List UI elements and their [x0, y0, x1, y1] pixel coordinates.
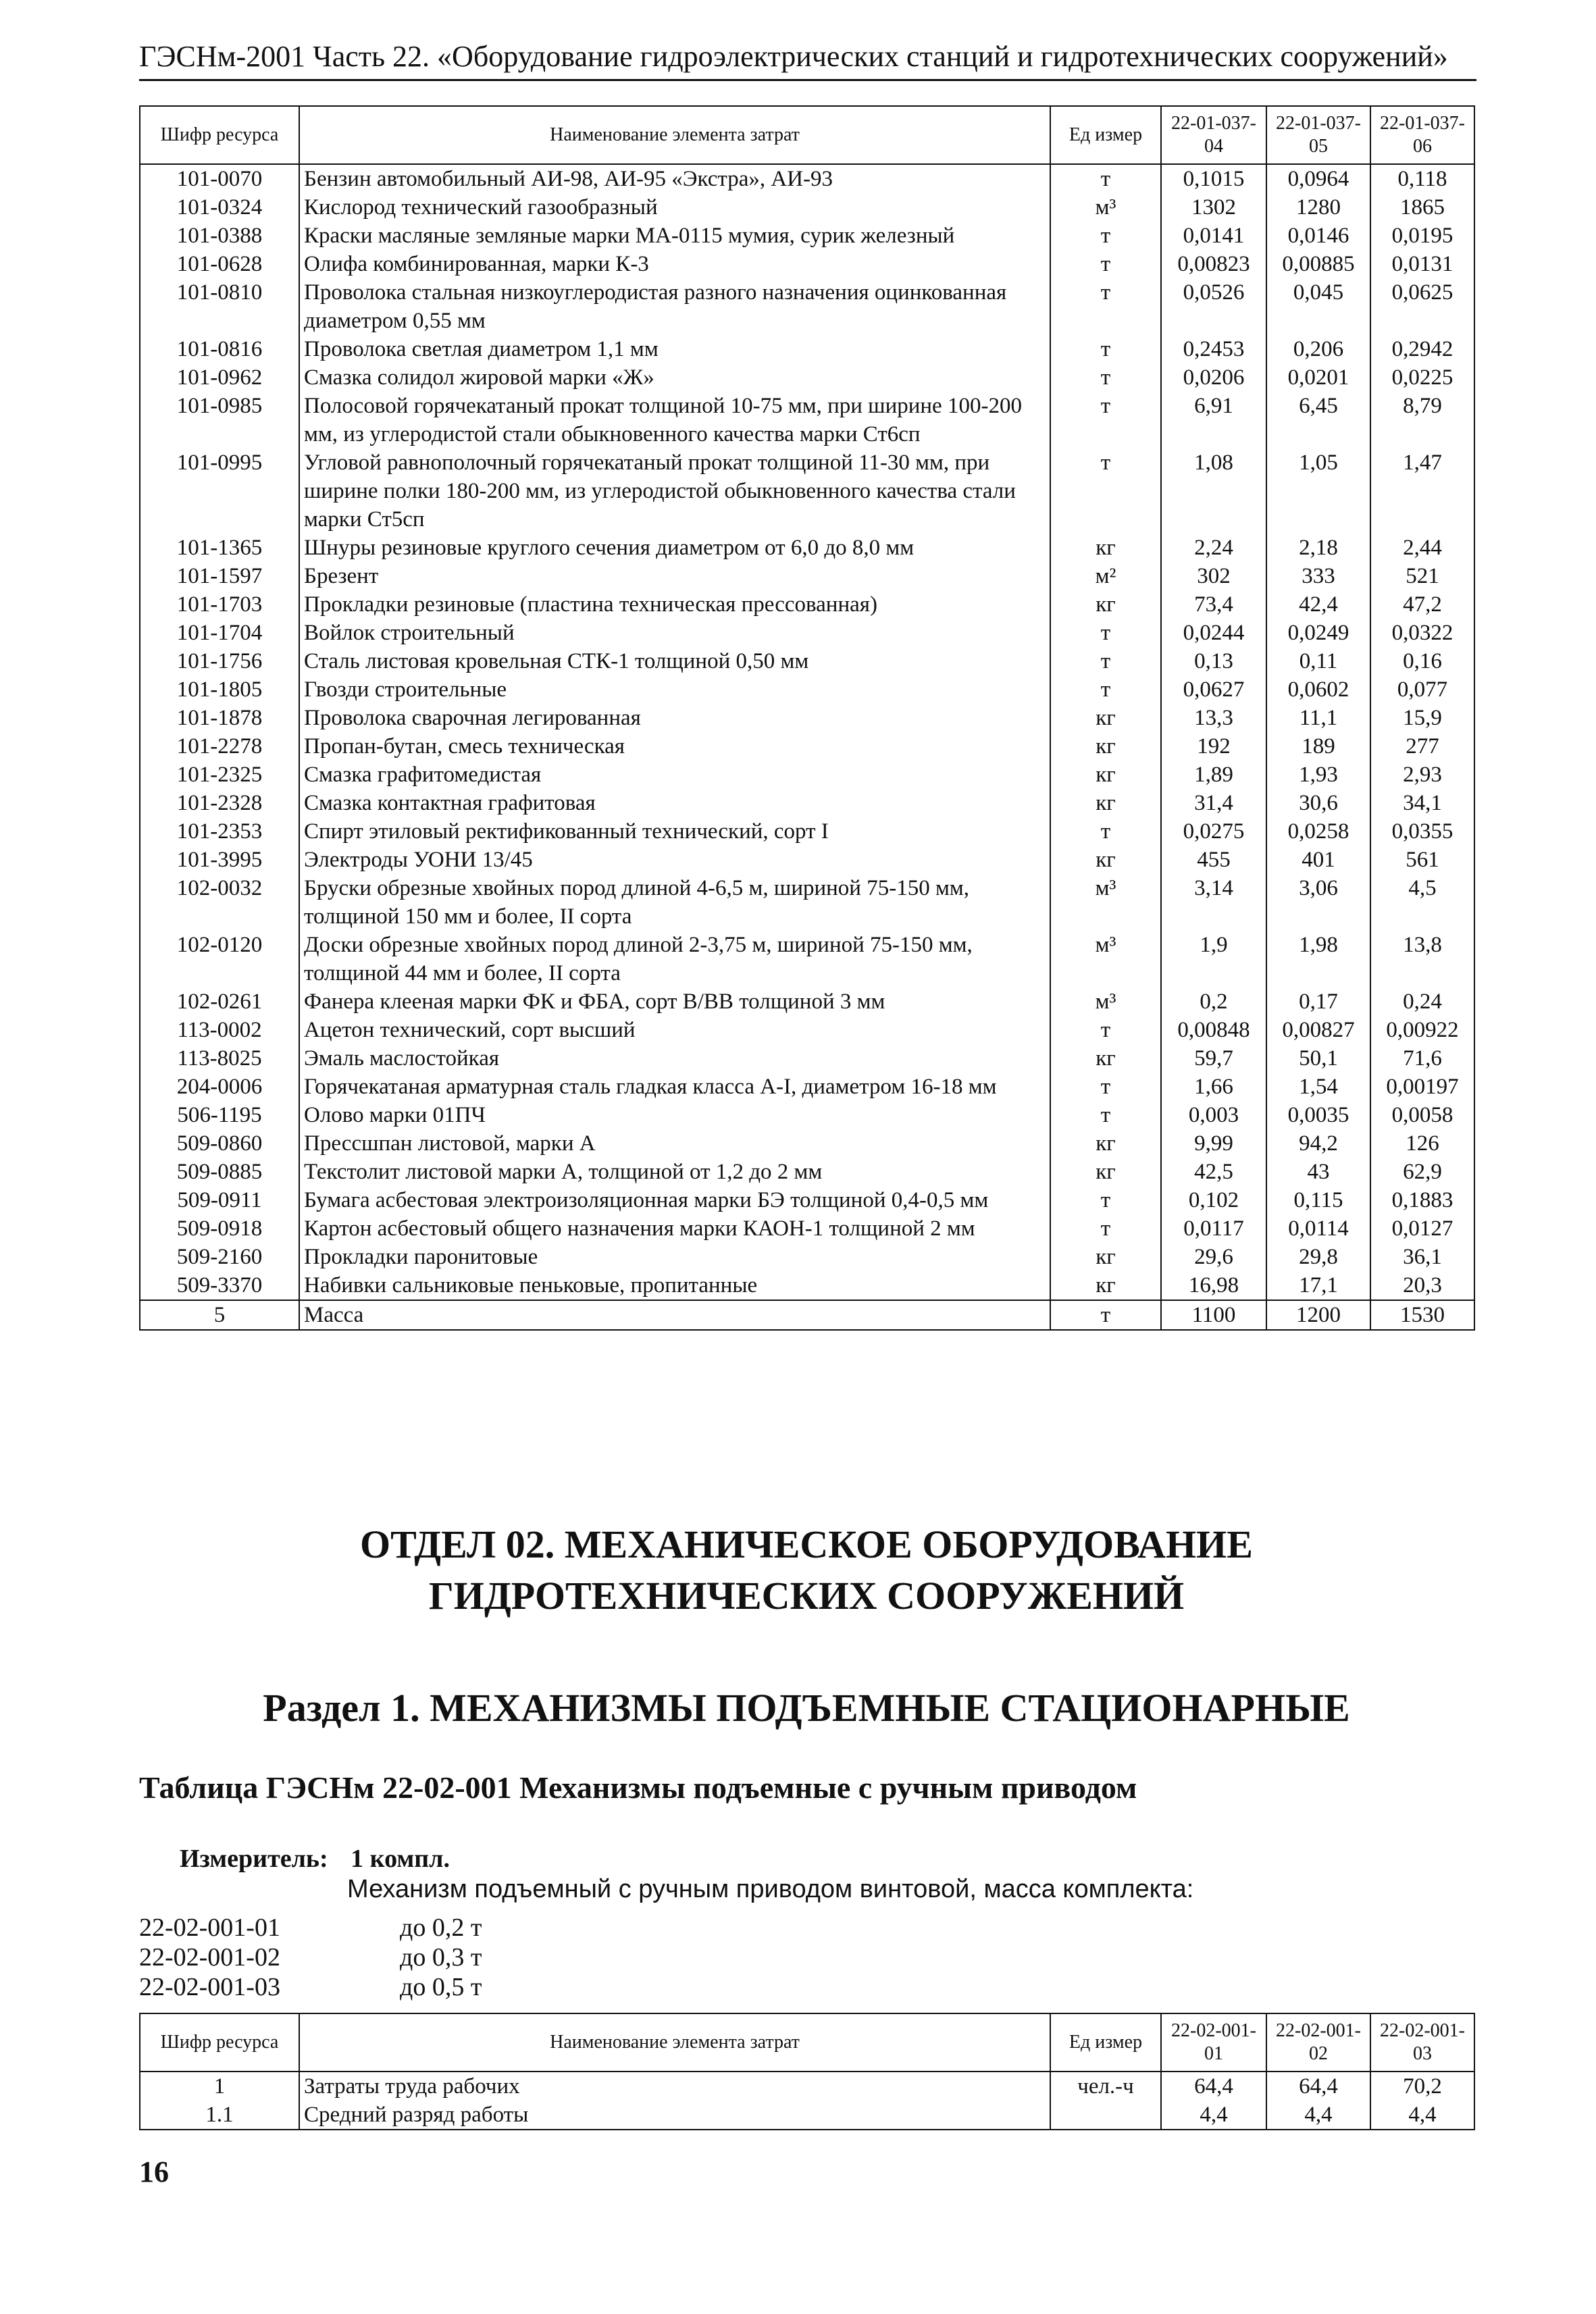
resource-value-2: 3,06	[1266, 874, 1370, 931]
resource-value-1: 1,08	[1161, 448, 1266, 534]
table-row	[140, 193, 1474, 222]
resource-value-1: 0,102	[1161, 1186, 1266, 1214]
resource-code: 101-1704	[140, 619, 299, 647]
resource-value-1: 0,0526	[1161, 278, 1266, 335]
resource-unit: т	[1050, 1186, 1161, 1214]
column-header-name: Наименование элемента затрат	[299, 2013, 1050, 2072]
resource-value-3: 0,0127	[1370, 1214, 1474, 1243]
resource-unit: т	[1050, 1016, 1161, 1044]
resource-value-1: 1100	[1161, 1300, 1266, 1330]
resource-value-2: 6,45	[1266, 392, 1370, 448]
resource-value-2: 42,4	[1266, 590, 1370, 619]
resource-name: Ацетон технический, сорт высший	[299, 1016, 1050, 1044]
resource-unit: т	[1050, 817, 1161, 846]
resource-value-1: 0,2453	[1161, 335, 1266, 363]
table-row	[140, 1214, 1474, 1243]
resource-value-2: 1200	[1266, 1300, 1370, 1330]
resource-value-2: 189	[1266, 732, 1370, 761]
resource-table-body	[140, 164, 1474, 1330]
resource-name: Прокладки резиновые (пластина техническая прессованная)	[299, 590, 1050, 619]
resource-code: 101-0962	[140, 363, 299, 392]
resource-unit: т	[1050, 250, 1161, 278]
table-row	[140, 647, 1474, 675]
resource-unit: т	[1050, 1214, 1161, 1243]
resource-code: 101-1365	[140, 534, 299, 562]
resource-value-2: 64,4	[1266, 2072, 1370, 2101]
resource-value-2: 401	[1266, 846, 1370, 874]
table-row	[140, 1129, 1474, 1158]
resource-code: 101-0995	[140, 448, 299, 534]
resource-value-1: 0,0244	[1161, 619, 1266, 647]
variant-row	[139, 1943, 482, 1972]
table-row	[140, 619, 1474, 647]
resource-unit: т	[1050, 222, 1161, 250]
resource-name: Бумага асбестовая электроизоляционная марки БЭ толщиной 0,4-0,5 мм	[299, 1186, 1050, 1214]
resource-value-1: 3,14	[1161, 874, 1266, 931]
resource-value-1: 29,6	[1161, 1243, 1266, 1271]
resource-unit: т	[1050, 1101, 1161, 1129]
resource-code: 101-1756	[140, 647, 299, 675]
resource-name: Олифа комбинированная, марки К-3	[299, 250, 1050, 278]
resource-value-1: 42,5	[1161, 1158, 1266, 1186]
resource-name: Текстолит листовой марки А, толщиной от 1,2 до 2 мм	[299, 1158, 1050, 1186]
column-header-unit: Ед измер	[1050, 2013, 1161, 2072]
variant-label: до 0,5 т	[400, 1973, 482, 2001]
resource-name: Гвозди строительные	[299, 675, 1050, 704]
resource-value-1: 16,98	[1161, 1271, 1266, 1300]
resource-value-2: 0,045	[1266, 278, 1370, 335]
resource-code: 101-0070	[140, 164, 299, 193]
resource-value-2: 0,0249	[1266, 619, 1370, 647]
resource-value-3: 0,0058	[1370, 1101, 1474, 1129]
resource-unit: кг	[1050, 732, 1161, 761]
resource-value-2: 1,98	[1266, 931, 1370, 987]
table-row	[140, 931, 1474, 987]
table-row	[140, 761, 1474, 789]
resource-value-3: 70,2	[1370, 2072, 1474, 2101]
table-row	[140, 1016, 1474, 1044]
resource-name: Доски обрезные хвойных пород длиной 2-3,75 м, шириной 75-150 мм, толщиной 44 мм и более, II сорта	[299, 931, 1050, 987]
division-title-line-1: ОТДЕЛ 02. МЕХАНИЧЕСКОЕ ОБОРУДОВАНИЕ	[360, 1522, 1253, 1566]
table-row	[140, 1243, 1474, 1271]
resource-code: 101-0810	[140, 278, 299, 335]
resource-code: 509-3370	[140, 1271, 299, 1300]
table-row	[140, 987, 1474, 1016]
resource-value-2: 30,6	[1266, 789, 1370, 817]
resource-value-2: 1,93	[1266, 761, 1370, 789]
resource-name: Электроды УОНИ 13/45	[299, 846, 1050, 874]
resource-value-3: 71,6	[1370, 1044, 1474, 1073]
resource-unit: кг	[1050, 534, 1161, 562]
resource-value-2: 0,11	[1266, 647, 1370, 675]
resource-value-1: 0,0206	[1161, 363, 1266, 392]
resource-unit: т	[1050, 363, 1161, 392]
resource-value-3: 62,9	[1370, 1158, 1474, 1186]
resource-value-2: 29,8	[1266, 1243, 1370, 1271]
table-header-row	[140, 106, 1474, 164]
resource-value-1: 0,1015	[1161, 164, 1266, 193]
resource-name: Смазка графитомедистая	[299, 761, 1050, 789]
resource-value-1: 192	[1161, 732, 1266, 761]
resource-table-22-02-001	[139, 2013, 1475, 2130]
resource-code: 509-0885	[140, 1158, 299, 1186]
resource-code: 509-0911	[140, 1186, 299, 1214]
resource-name: Средний разряд работы	[299, 2101, 1050, 2130]
table-row	[140, 1044, 1474, 1073]
resource-value-1: 2,24	[1161, 534, 1266, 562]
resource-code: 101-0324	[140, 193, 299, 222]
resource-unit: т	[1050, 647, 1161, 675]
table-header-row	[140, 2013, 1474, 2072]
resource-value-3: 0,0355	[1370, 817, 1474, 846]
resource-value-3: 126	[1370, 1129, 1474, 1158]
resource-code: 102-0261	[140, 987, 299, 1016]
table-row	[140, 817, 1474, 846]
table-row	[140, 562, 1474, 590]
resource-name: Полосовой горячекатаный прокат толщиной 10-75 мм, при ширине 100-200 мм, из углеродистой стали обыкновенного качества марки Ст6сп	[299, 392, 1050, 448]
resource-unit: т	[1050, 1073, 1161, 1101]
resource-code: 101-1703	[140, 590, 299, 619]
resource-name: Эмаль маслостойкая	[299, 1044, 1050, 1073]
resource-value-1: 0,003	[1161, 1101, 1266, 1129]
resource-code: 101-2325	[140, 761, 299, 789]
resource-unit: т	[1050, 164, 1161, 193]
table-row	[140, 590, 1474, 619]
resource-value-3: 4,5	[1370, 874, 1474, 931]
resource-value-1: 9,99	[1161, 1129, 1266, 1158]
resource-value-1: 302	[1161, 562, 1266, 590]
resource-unit: м³	[1050, 874, 1161, 931]
resource-value-3: 8,79	[1370, 392, 1474, 448]
resource-value-1: 455	[1161, 846, 1266, 874]
resource-code: 102-0032	[140, 874, 299, 931]
resource-name: Проволока стальная низкоуглеродистая разного назначения оцинкованная диаметром 0,55 мм	[299, 278, 1050, 335]
resource-value-1: 0,2	[1161, 987, 1266, 1016]
resource-unit: кг	[1050, 1044, 1161, 1073]
resource-value-2: 0,00885	[1266, 250, 1370, 278]
resource-value-2: 0,0964	[1266, 164, 1370, 193]
table-row	[140, 1271, 1474, 1300]
resource-value-1: 0,00823	[1161, 250, 1266, 278]
resource-name: Олово марки 01ПЧ	[299, 1101, 1050, 1129]
resource-name: Угловой равнополочный горячекатаный прокат толщиной 11-30 мм, при ширине полки 180-200 мм, из углеродистой обыкновенного качества стали марки Ст5сп	[299, 448, 1050, 534]
resource-value-1: 0,0117	[1161, 1214, 1266, 1243]
table-summary-row	[140, 1300, 1474, 1330]
resource-value-1: 59,7	[1161, 1044, 1266, 1073]
resource-value-3: 1865	[1370, 193, 1474, 222]
resource-unit: кг	[1050, 846, 1161, 874]
subsection-title: Раздел 1. МЕХАНИЗМЫ ПОДЪЕМНЫЕ СТАЦИОНАРНЫЕ	[263, 1686, 1350, 1730]
resource-value-3: 277	[1370, 732, 1474, 761]
resource-value-3: 0,1883	[1370, 1186, 1474, 1214]
resource-value-2: 4,4	[1266, 2101, 1370, 2130]
column-header-variant-2: 22-02-001-02	[1266, 2013, 1370, 2072]
resource-unit: чел.-ч	[1050, 2072, 1161, 2101]
resource-code: 506-1195	[140, 1101, 299, 1129]
resource-value-2: 0,00827	[1266, 1016, 1370, 1044]
variant-label: до 0,3 т	[400, 1943, 482, 1972]
table-row	[140, 846, 1474, 874]
resource-value-2: 94,2	[1266, 1129, 1370, 1158]
resource-value-3: 1530	[1370, 1300, 1474, 1330]
resource-unit: т	[1050, 619, 1161, 647]
resource-unit: т	[1050, 335, 1161, 363]
resource-name: Бензин автомобильный АИ-98, АИ-95 «Экстра», АИ-93	[299, 164, 1050, 193]
table-row	[140, 448, 1474, 534]
resource-value-1: 0,0627	[1161, 675, 1266, 704]
resource-name: Кислород технический газообразный	[299, 193, 1050, 222]
page-number: 16	[139, 2155, 169, 2188]
meter-value: 1 компл.	[351, 1845, 450, 1873]
variant-row	[139, 1972, 482, 2002]
resource-code: 113-8025	[140, 1044, 299, 1073]
resource-unit: м³	[1050, 193, 1161, 222]
resource-value-1: 73,4	[1161, 590, 1266, 619]
resource-name: Прессшпан листовой, марки А	[299, 1129, 1050, 1158]
resource-name: Масса	[299, 1300, 1050, 1330]
resource-unit: т	[1050, 278, 1161, 335]
column-header-variant-1: 22-02-001-01	[1161, 2013, 1266, 2072]
resource-value-3: 20,3	[1370, 1271, 1474, 1300]
resource-code: 509-2160	[140, 1243, 299, 1271]
resource-value-3: 1,47	[1370, 448, 1474, 534]
table-row	[140, 164, 1474, 193]
resource-value-2: 333	[1266, 562, 1370, 590]
table-row	[140, 1073, 1474, 1101]
resource-code: 101-2353	[140, 817, 299, 846]
resource-value-3: 0,00922	[1370, 1016, 1474, 1044]
resource-value-2: 2,18	[1266, 534, 1370, 562]
resource-name: Проволока сварочная легированная	[299, 704, 1050, 732]
resource-name: Картон асбестовый общего назначения марки КАОН-1 толщиной 2 мм	[299, 1214, 1050, 1243]
norm-description: Механизм подъемный с ручным приводом винтовой, масса комплекта:	[347, 1875, 1194, 1903]
resource-value-3: 521	[1370, 562, 1474, 590]
resource-value-2: 0,115	[1266, 1186, 1370, 1214]
resource-code: 101-2328	[140, 789, 299, 817]
resource-value-1: 1,66	[1161, 1073, 1266, 1101]
resource-name: Спирт этиловый ректификованный технический, сорт I	[299, 817, 1050, 846]
resource-name: Пропан-бутан, смесь техническая	[299, 732, 1050, 761]
resource-value-3: 36,1	[1370, 1243, 1474, 1271]
resource-code: 1.1	[140, 2101, 299, 2130]
resource-name: Затраты труда рабочих	[299, 2072, 1050, 2101]
table-row	[140, 392, 1474, 448]
resource-unit: кг	[1050, 590, 1161, 619]
resource-name: Войлок строительный	[299, 619, 1050, 647]
resource-value-3: 0,0625	[1370, 278, 1474, 335]
resource-unit: м³	[1050, 931, 1161, 987]
resource-code: 101-0628	[140, 250, 299, 278]
resource-value-3: 0,0195	[1370, 222, 1474, 250]
resource-value-1: 1,9	[1161, 931, 1266, 987]
variant-row	[139, 1913, 482, 1943]
resource-table-body	[140, 2072, 1474, 2130]
table-row	[140, 278, 1474, 335]
table-row	[140, 2072, 1474, 2101]
resource-code: 101-2278	[140, 732, 299, 761]
resource-value-2: 17,1	[1266, 1271, 1370, 1300]
resource-unit: кг	[1050, 704, 1161, 732]
column-header-variant-3: 22-02-001-03	[1370, 2013, 1474, 2072]
resource-value-2: 0,0258	[1266, 817, 1370, 846]
resource-name: Фанера клееная марки ФК и ФБА, сорт В/ВВ толщиной 3 мм	[299, 987, 1050, 1016]
resource-code: 1	[140, 2072, 299, 2101]
resource-code: 101-0985	[140, 392, 299, 448]
table-row	[140, 534, 1474, 562]
resource-value-1: 0,0141	[1161, 222, 1266, 250]
resource-unit: м³	[1050, 987, 1161, 1016]
table-row	[140, 363, 1474, 392]
resource-value-3: 0,2942	[1370, 335, 1474, 363]
resource-value-3: 561	[1370, 846, 1474, 874]
resource-code: 101-1805	[140, 675, 299, 704]
resource-value-3: 0,0322	[1370, 619, 1474, 647]
variant-code: 22-02-001-03	[139, 1973, 280, 2001]
resource-value-3: 34,1	[1370, 789, 1474, 817]
resource-unit: кг	[1050, 1271, 1161, 1300]
resource-unit: т	[1050, 448, 1161, 534]
resource-value-3: 0,24	[1370, 987, 1474, 1016]
column-header-name: Наименование элемента затрат	[299, 106, 1050, 164]
resource-value-2: 1,54	[1266, 1073, 1370, 1101]
resource-unit: кг	[1050, 1158, 1161, 1186]
column-header-code: Шифр ресурса	[140, 2013, 299, 2072]
table-row	[140, 1186, 1474, 1214]
resource-value-2: 1,05	[1266, 448, 1370, 534]
resource-name: Прокладки паронитовые	[299, 1243, 1050, 1271]
resource-value-2: 0,0602	[1266, 675, 1370, 704]
variant-code: 22-02-001-02	[139, 1943, 280, 1972]
resource-code: 509-0860	[140, 1129, 299, 1158]
resource-value-1: 4,4	[1161, 2101, 1266, 2130]
resource-value-2: 0,206	[1266, 335, 1370, 363]
resource-value-3: 0,0225	[1370, 363, 1474, 392]
table-row	[140, 1101, 1474, 1129]
resource-name: Шнуры резиновые круглого сечения диаметром от 6,0 до 8,0 мм	[299, 534, 1050, 562]
resource-value-3: 0,00197	[1370, 1073, 1474, 1101]
resource-value-1: 64,4	[1161, 2072, 1266, 2101]
table-row	[140, 2101, 1474, 2130]
resource-unit: кг	[1050, 1243, 1161, 1271]
resource-name: Набивки сальниковые пеньковые, пропитанные	[299, 1271, 1050, 1300]
table-row	[140, 250, 1474, 278]
column-header-variant-1: 22-01-037-04	[1161, 106, 1266, 164]
resource-value-3: 47,2	[1370, 590, 1474, 619]
variant-label: до 0,2 т	[400, 1913, 482, 1942]
resource-code: 101-1597	[140, 562, 299, 590]
table-row	[140, 789, 1474, 817]
resource-unit: т	[1050, 675, 1161, 704]
resource-name: Проволока светлая диаметром 1,1 мм	[299, 335, 1050, 363]
table-row	[140, 675, 1474, 704]
meter	[180, 1844, 450, 1874]
division-title-line-2: ГИДРОТЕХНИЧЕСКИХ СООРУЖЕНИЙ	[428, 1574, 1185, 1618]
resource-value-2: 0,17	[1266, 987, 1370, 1016]
column-header-unit: Ед измер	[1050, 106, 1161, 164]
resource-unit: т	[1050, 1300, 1161, 1330]
resource-unit: т	[1050, 392, 1161, 448]
resource-value-3: 13,8	[1370, 931, 1474, 987]
resource-value-1: 1302	[1161, 193, 1266, 222]
meter-label: Измеритель:	[180, 1845, 328, 1873]
resource-code: 101-0388	[140, 222, 299, 250]
resource-name: Брезент	[299, 562, 1050, 590]
resource-value-3: 4,4	[1370, 2101, 1474, 2130]
resource-unit: м²	[1050, 562, 1161, 590]
resource-value-2: 0,0114	[1266, 1214, 1370, 1243]
resource-unit: кг	[1050, 789, 1161, 817]
resource-name: Горячекатаная арматурная сталь гладкая класса А-I, диаметром 16-18 мм	[299, 1073, 1050, 1101]
resource-code: 101-3995	[140, 846, 299, 874]
resource-name: Смазка контактная графитовая	[299, 789, 1050, 817]
resource-unit	[1050, 2101, 1161, 2130]
running-header: ГЭСНм-2001 Часть 22. «Оборудование гидроэлектрических станций и гидротехнических сооружений»	[139, 39, 1476, 81]
resource-code: 509-0918	[140, 1214, 299, 1243]
resource-value-2: 11,1	[1266, 704, 1370, 732]
column-header-code: Шифр ресурса	[140, 106, 299, 164]
table-row	[140, 704, 1474, 732]
resource-value-2: 0,0146	[1266, 222, 1370, 250]
resource-name: Краски масляные земляные марки МА-0115 мумия, сурик железный	[299, 222, 1050, 250]
resource-value-2: 1280	[1266, 193, 1370, 222]
table-row	[140, 335, 1474, 363]
table-caption: Таблица ГЭСНм 22-02-001 Механизмы подъемные с ручным приводом	[139, 1770, 1137, 1805]
variant-code: 22-02-001-01	[139, 1913, 280, 1942]
column-header-variant-2: 22-01-037-05	[1266, 106, 1370, 164]
table-row	[140, 874, 1474, 931]
resource-code: 113-0002	[140, 1016, 299, 1044]
resource-code: 101-1878	[140, 704, 299, 732]
resource-value-1: 0,0275	[1161, 817, 1266, 846]
resource-value-1: 0,00848	[1161, 1016, 1266, 1044]
resource-value-3: 15,9	[1370, 704, 1474, 732]
resource-code: 5	[140, 1300, 299, 1330]
resource-value-1: 6,91	[1161, 392, 1266, 448]
resource-value-3: 0,0131	[1370, 250, 1474, 278]
resource-value-1: 31,4	[1161, 789, 1266, 817]
resource-code: 101-0816	[140, 335, 299, 363]
resource-name: Сталь листовая кровельная СТК-1 толщиной 0,50 мм	[299, 647, 1050, 675]
resource-value-2: 0,0035	[1266, 1101, 1370, 1129]
table-row	[140, 222, 1474, 250]
resource-code: 204-0006	[140, 1073, 299, 1101]
resource-name: Бруски обрезные хвойных пород длиной 4-6,5 м, шириной 75-150 мм, толщиной 150 мм и более, II сорта	[299, 874, 1050, 931]
table-row	[140, 1158, 1474, 1186]
resource-value-1: 0,13	[1161, 647, 1266, 675]
resource-table-22-01-037	[139, 105, 1475, 1331]
resource-value-3: 0,16	[1370, 647, 1474, 675]
resource-code: 102-0120	[140, 931, 299, 987]
resource-value-1: 1,89	[1161, 761, 1266, 789]
resource-value-2: 43	[1266, 1158, 1370, 1186]
resource-value-2: 50,1	[1266, 1044, 1370, 1073]
resource-value-1: 13,3	[1161, 704, 1266, 732]
resource-unit: кг	[1050, 1129, 1161, 1158]
column-header-variant-3: 22-01-037-06	[1370, 106, 1474, 164]
resource-value-3: 2,93	[1370, 761, 1474, 789]
resource-unit: кг	[1050, 761, 1161, 789]
resource-value-2: 0,0201	[1266, 363, 1370, 392]
resource-name: Смазка солидол жировой марки «Ж»	[299, 363, 1050, 392]
resource-value-3: 0,077	[1370, 675, 1474, 704]
resource-value-3: 2,44	[1370, 534, 1474, 562]
resource-value-3: 0,118	[1370, 164, 1474, 193]
table-row	[140, 732, 1474, 761]
